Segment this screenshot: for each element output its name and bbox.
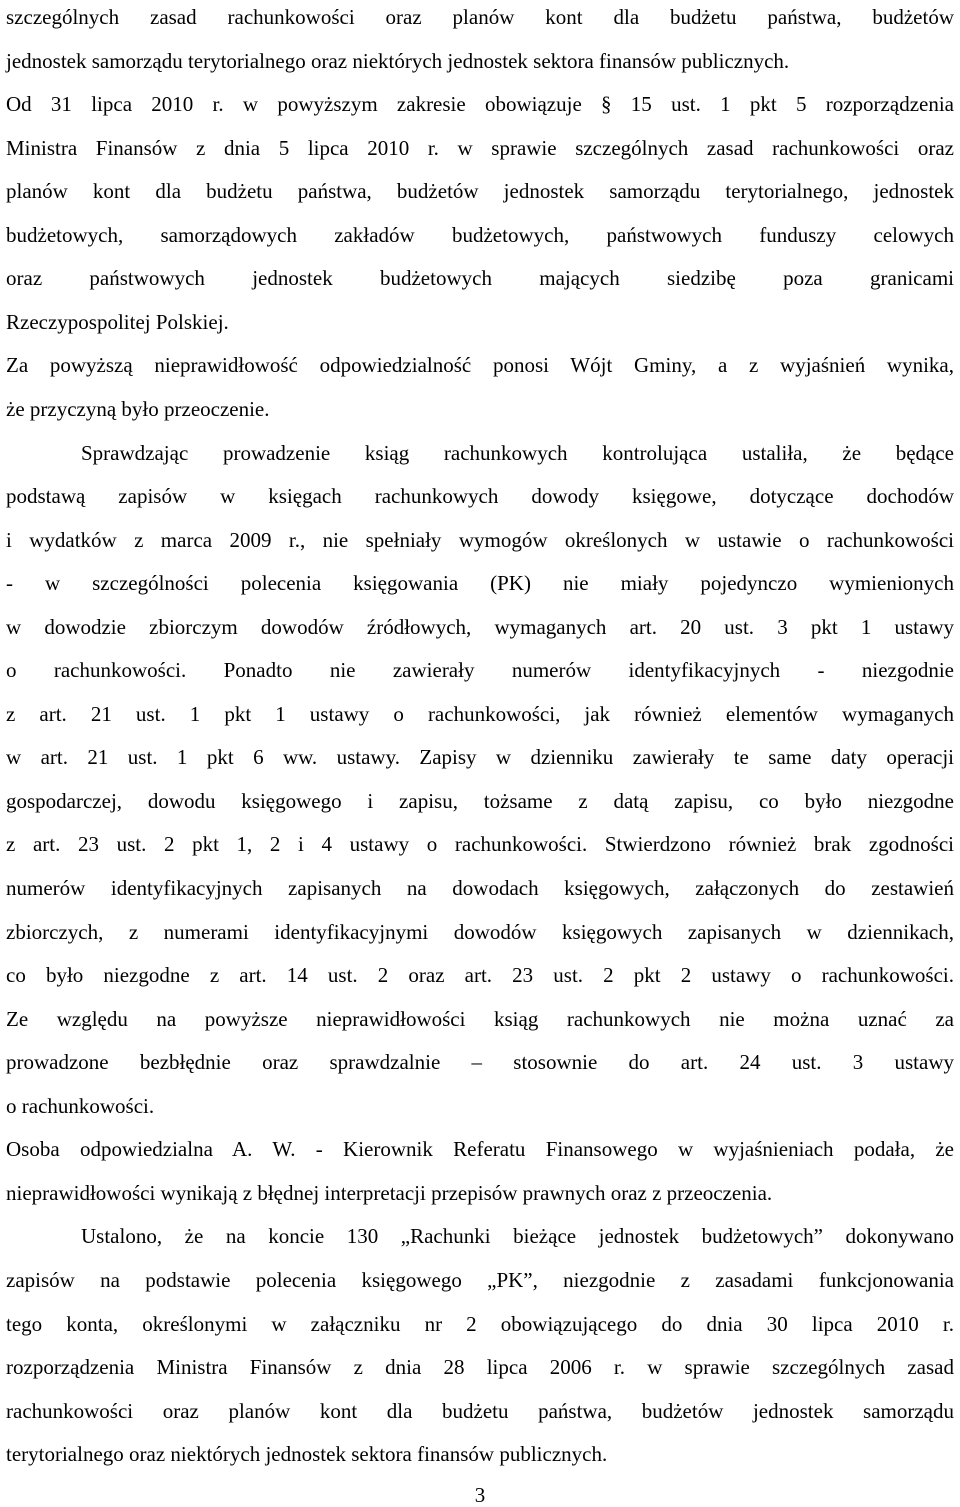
text-line: nieprawidłowości wynikają z błędnej interpretacji przepisów prawnych oraz z przeoczenia. <box>6 1180 773 1205</box>
text-line: rozporządzenia Ministra Finansów z dnia 28 lipca 2006 r. w sprawie szczególnych zasad <box>6 1355 954 1380</box>
text-line: z art. 21 ust. 1 pkt 1 ustawy o rachunkowości, jak również elementów wymaganych <box>6 701 954 726</box>
text-line: rachunkowości oraz planów kont dla budżetu państwa, budżetów jednostek samorządu <box>6 1398 954 1423</box>
text-line: planów kont dla budżetu państwa, budżetów jednostek samorządu terytorialnego, jednostek <box>6 179 954 204</box>
text-line: Sprawdzając prowadzenie ksiąg rachunkowych kontrolująca ustaliła, że będące <box>81 440 954 465</box>
text-line: Ze względu na powyższe nieprawidłowości ksiąg rachunkowych nie można uznać za <box>6 1006 954 1031</box>
text-line: z art. 23 ust. 2 pkt 1, 2 i 4 ustawy o rachunkowości. Stwierdzono również brak zgodności <box>6 832 954 857</box>
page-number: 3 <box>474 1483 486 1507</box>
text-line: jednostek samorządu terytorialnego oraz niektórych jednostek sektora finansów publicznych. <box>6 48 790 73</box>
text-line: Ministra Finansów z dnia 5 lipca 2010 r. w sprawie szczególnych zasad rachunkowości oraz <box>6 135 954 160</box>
text-line: o rachunkowości. <box>6 1093 155 1118</box>
text-line: podstawą zapisów w księgach rachunkowych dowody księgowe, dotyczące dochodów <box>6 484 954 509</box>
text-line: że przyczyną było przeoczenie. <box>6 396 270 421</box>
text-line: i wydatków z marca 2009 r., nie spełniały wymogów określonych w ustawie o rachunkowości <box>6 527 954 552</box>
text-line: - w szczególności polecenia księgowania (PK) nie miały pojedynczo wymienionych <box>6 571 954 596</box>
text-line: w dowodzie zbiorczym dowodów źródłowych, wymaganych art. 20 ust. 3 pkt 1 ustawy <box>6 614 954 639</box>
text-line: Rzeczypospolitej Polskiej. <box>6 309 229 334</box>
text-line: Osoba odpowiedzialna A. W. - Kierownik Referatu Finansowego w wyjaśnieniach podała, że <box>6 1137 954 1162</box>
text-line: co było niezgodne z art. 14 ust. 2 oraz art. 23 ust. 2 pkt 2 ustawy o rachunkowości. <box>6 963 954 988</box>
text-line: o rachunkowości. Ponadto nie zawierały numerów identyfikacyjnych - niezgodnie <box>6 658 954 683</box>
text-line: oraz państwowych jednostek budżetowych mających siedzibę poza granicami <box>6 266 954 291</box>
text-line: numerów identyfikacyjnych zapisanych na dowodach księgowych, załączonych do zestawień <box>6 876 954 900</box>
text-line: tego konta, określonymi w załączniku nr 2 obowiązującego do dnia 30 lipca 2010 r. <box>6 1311 954 1336</box>
text-line: zbiorczych, z numerami identyfikacyjnymi dowodów księgowych zapisanych w dziennikach, <box>6 919 954 944</box>
text-line: budżetowych, samorządowych zakładów budżetowych, państwowych funduszy celowych <box>6 222 954 247</box>
text-line: prowadzone bezbłędnie oraz sprawdzalnie – stosownie do art. 24 ust. 3 ustawy <box>6 1050 954 1075</box>
text-line: gospodarczej, dowodu księgowego i zapisu, tożsame z datą zapisu, co było niezgodne <box>6 788 954 813</box>
text-line: Od 31 lipca 2010 r. w powyższym zakresie obowiązuje § 15 ust. 1 pkt 5 rozporządzenia <box>6 92 954 117</box>
text-line: terytorialnego oraz niektórych jednostek sektora finansów publicznych. <box>6 1442 608 1467</box>
text-line: Za powyższą nieprawidłowość odpowiedzialność ponosi Wójt Gminy, a z wyjaśnień wynika, <box>6 353 954 378</box>
text-line: Ustalono, że na koncie 130 „Rachunki bieżące jednostek budżetowych” dokonywano <box>81 1224 954 1249</box>
text-line: w art. 21 ust. 1 pkt 6 ww. ustawy. Zapisy w dzienniku zawierały te same daty operacji <box>6 745 954 770</box>
text-line: szczególnych zasad rachunkowości oraz planów kont dla budżetu państwa, budżetów <box>6 5 954 29</box>
text-line: zapisów na podstawie polecenia księgowego „PK”, niezgodnie z zasadami funkcjonowania <box>6 1267 954 1292</box>
